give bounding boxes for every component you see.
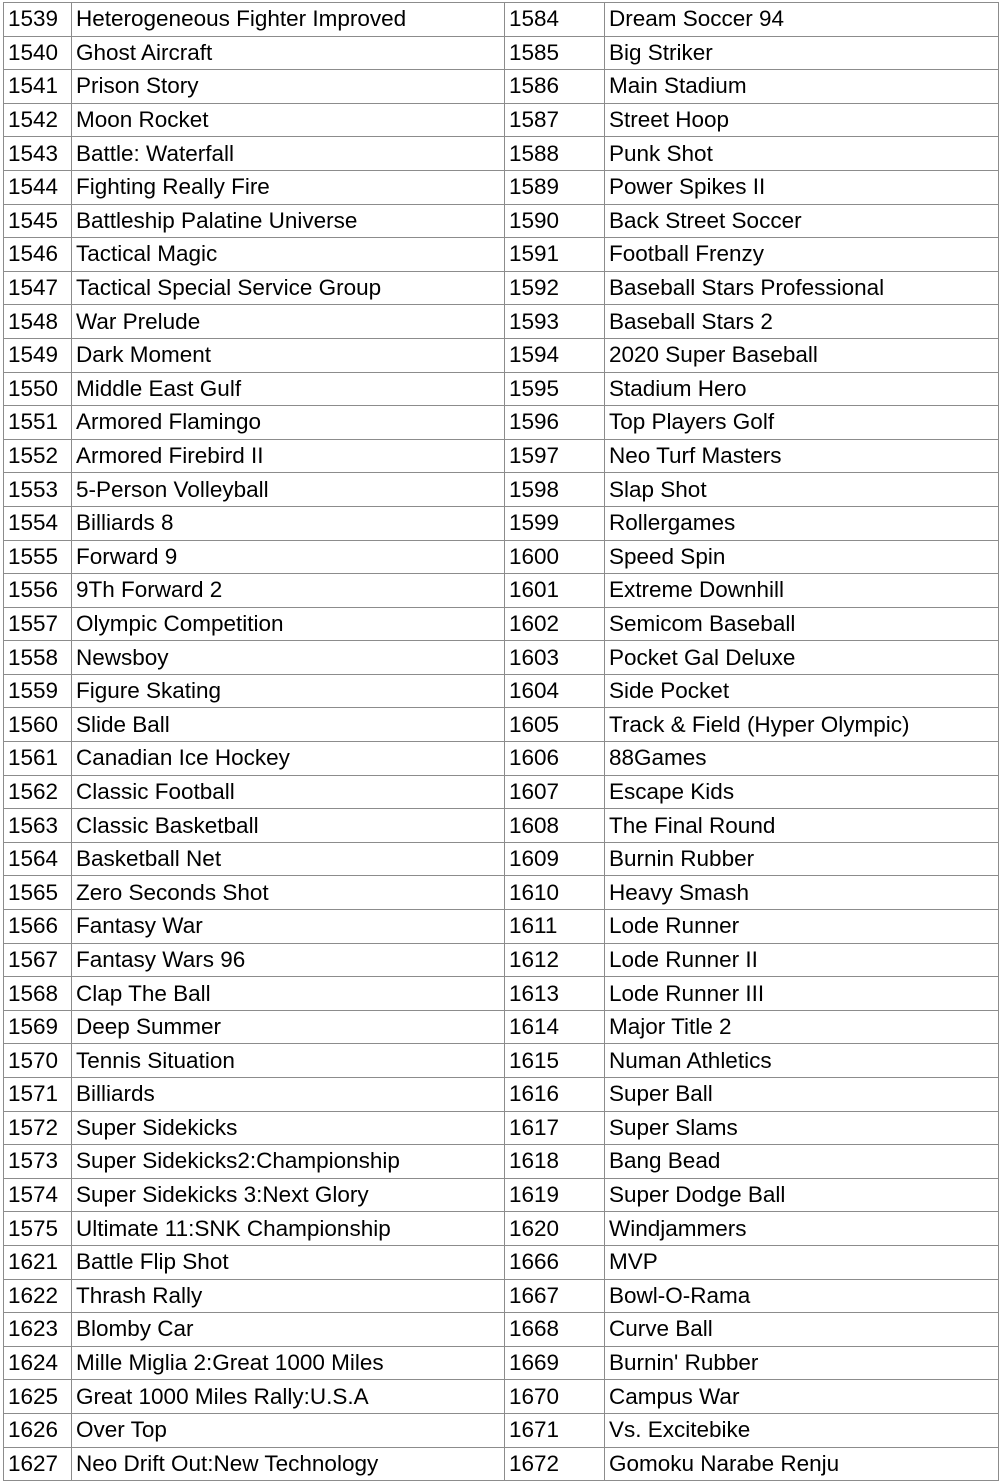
game-title-left: War Prelude (72, 305, 505, 339)
game-number-right: 1620 (505, 1212, 605, 1246)
game-title-right: MVP (605, 1245, 999, 1279)
game-title-right: Power Spikes II (605, 170, 999, 204)
game-number-left: 1544 (4, 170, 72, 204)
game-number-right: 1584 (505, 3, 605, 37)
table-row (4, 473, 999, 507)
game-number-left: 1623 (4, 1313, 72, 1347)
game-number-left: 1553 (4, 473, 72, 507)
table-row (4, 574, 999, 608)
game-number-left: 1561 (4, 742, 72, 776)
table-row (4, 674, 999, 708)
game-number-right: 1587 (505, 103, 605, 137)
game-number-left: 1558 (4, 641, 72, 675)
game-number-right: 1613 (505, 977, 605, 1011)
table-row (4, 775, 999, 809)
game-title-left: Tactical Magic (72, 238, 505, 272)
table-row (4, 238, 999, 272)
game-number-left: 1567 (4, 943, 72, 977)
table-row (4, 641, 999, 675)
game-number-left: 1550 (4, 372, 72, 406)
game-number-right: 1585 (505, 36, 605, 70)
game-title-left: 9Th Forward 2 (72, 574, 505, 608)
game-number-right: 1594 (505, 338, 605, 372)
game-number-left: 1563 (4, 809, 72, 843)
game-number-right: 1586 (505, 70, 605, 104)
table-row (4, 170, 999, 204)
table-row (4, 1413, 999, 1447)
game-number-left: 1627 (4, 1447, 72, 1481)
game-number-right: 1669 (505, 1346, 605, 1380)
game-number-left: 1547 (4, 271, 72, 305)
game-number-left: 1571 (4, 1078, 72, 1112)
table-row (4, 809, 999, 843)
table-row (4, 1044, 999, 1078)
game-title-left: Ultimate 11:SNK Championship (72, 1212, 505, 1246)
game-number-right: 1600 (505, 540, 605, 574)
table-row (4, 1178, 999, 1212)
game-title-right: 88Games (605, 742, 999, 776)
game-title-left: Over Top (72, 1413, 505, 1447)
game-number-right: 1606 (505, 742, 605, 776)
game-number-right: 1599 (505, 506, 605, 540)
game-number-right: 1619 (505, 1178, 605, 1212)
game-title-right: Bowl-O-Rama (605, 1279, 999, 1313)
game-title-left: Fantasy War (72, 910, 505, 944)
game-number-left: 1560 (4, 708, 72, 742)
game-title-right: Windjammers (605, 1212, 999, 1246)
game-title-right: Burnin Rubber (605, 842, 999, 876)
game-title-left: Moon Rocket (72, 103, 505, 137)
table-row (4, 70, 999, 104)
game-title-right: Escape Kids (605, 775, 999, 809)
game-title-left: Fighting Really Fire (72, 170, 505, 204)
game-title-right: Neo Turf Masters (605, 439, 999, 473)
game-number-right: 1672 (505, 1447, 605, 1481)
game-title-right: Football Frenzy (605, 238, 999, 272)
game-number-left: 1543 (4, 137, 72, 171)
table-row (4, 540, 999, 574)
game-list-body (4, 3, 999, 1481)
game-title-right: Lode Runner III (605, 977, 999, 1011)
table-row (4, 1145, 999, 1179)
game-title-right: Super Slams (605, 1111, 999, 1145)
game-title-right: Baseball Stars 2 (605, 305, 999, 339)
game-number-left: 1574 (4, 1178, 72, 1212)
game-number-right: 1596 (505, 406, 605, 440)
game-title-right: Campus War (605, 1380, 999, 1414)
game-title-left: Heterogeneous Fighter Improved (72, 3, 505, 37)
game-number-right: 1614 (505, 1010, 605, 1044)
game-number-left: 1621 (4, 1245, 72, 1279)
game-title-left: Billiards 8 (72, 506, 505, 540)
game-title-right: 2020 Super Baseball (605, 338, 999, 372)
game-number-left: 1559 (4, 674, 72, 708)
game-number-right: 1593 (505, 305, 605, 339)
game-number-left: 1626 (4, 1413, 72, 1447)
game-number-right: 1609 (505, 842, 605, 876)
game-title-right: Stadium Hero (605, 372, 999, 406)
game-title-left: Figure Skating (72, 674, 505, 708)
game-number-right: 1616 (505, 1078, 605, 1112)
game-number-left: 1541 (4, 70, 72, 104)
game-title-left: Clap The Ball (72, 977, 505, 1011)
game-number-left: 1575 (4, 1212, 72, 1246)
game-title-left: Basketball Net (72, 842, 505, 876)
game-number-right: 1602 (505, 607, 605, 641)
game-title-left: Thrash Rally (72, 1279, 505, 1313)
game-title-right: Side Pocket (605, 674, 999, 708)
table-row (4, 506, 999, 540)
game-number-left: 1551 (4, 406, 72, 440)
game-number-right: 1668 (505, 1313, 605, 1347)
table-row (4, 305, 999, 339)
game-title-left: 5-Person Volleyball (72, 473, 505, 507)
game-number-left: 1548 (4, 305, 72, 339)
game-number-left: 1556 (4, 574, 72, 608)
game-number-right: 1666 (505, 1245, 605, 1279)
game-title-left: Forward 9 (72, 540, 505, 574)
game-number-left: 1569 (4, 1010, 72, 1044)
game-title-right: Burnin' Rubber (605, 1346, 999, 1380)
game-number-left: 1545 (4, 204, 72, 238)
game-number-left: 1564 (4, 842, 72, 876)
game-number-left: 1568 (4, 977, 72, 1011)
table-row (4, 1447, 999, 1481)
game-title-right: Bang Bead (605, 1145, 999, 1179)
game-number-left: 1539 (4, 3, 72, 37)
game-title-left: Canadian Ice Hockey (72, 742, 505, 776)
game-number-right: 1591 (505, 238, 605, 272)
table-row (4, 3, 999, 37)
table-row (4, 1279, 999, 1313)
table-row (4, 338, 999, 372)
game-number-left: 1542 (4, 103, 72, 137)
game-number-right: 1612 (505, 943, 605, 977)
game-number-left: 1625 (4, 1380, 72, 1414)
game-number-left: 1554 (4, 506, 72, 540)
game-title-right: Dream Soccer 94 (605, 3, 999, 37)
game-number-right: 1601 (505, 574, 605, 608)
table-row (4, 1313, 999, 1347)
table-row (4, 204, 999, 238)
game-number-right: 1670 (505, 1380, 605, 1414)
table-row (4, 372, 999, 406)
game-title-right: Main Stadium (605, 70, 999, 104)
game-title-right: The Final Round (605, 809, 999, 843)
table-row (4, 607, 999, 641)
game-number-left: 1552 (4, 439, 72, 473)
game-number-right: 1598 (505, 473, 605, 507)
game-title-left: Middle East Gulf (72, 372, 505, 406)
game-number-left: 1565 (4, 876, 72, 910)
game-title-right: Numan Athletics (605, 1044, 999, 1078)
table-row (4, 742, 999, 776)
table-row (4, 271, 999, 305)
game-title-left: Battle Flip Shot (72, 1245, 505, 1279)
game-number-right: 1592 (505, 271, 605, 305)
game-title-left: Olympic Competition (72, 607, 505, 641)
game-title-left: Super Sidekicks 3:Next Glory (72, 1178, 505, 1212)
game-title-right: Pocket Gal Deluxe (605, 641, 999, 675)
game-title-left: Billiards (72, 1078, 505, 1112)
game-number-right: 1615 (505, 1044, 605, 1078)
game-title-left: Armored Firebird II (72, 439, 505, 473)
table-row (4, 103, 999, 137)
table-row (4, 910, 999, 944)
table-row (4, 406, 999, 440)
game-number-right: 1667 (505, 1279, 605, 1313)
table-row (4, 1380, 999, 1414)
game-title-right: Heavy Smash (605, 876, 999, 910)
game-title-left: Tennis Situation (72, 1044, 505, 1078)
game-title-left: Blomby Car (72, 1313, 505, 1347)
game-title-right: Lode Runner (605, 910, 999, 944)
game-number-right: 1610 (505, 876, 605, 910)
game-title-right: Top Players Golf (605, 406, 999, 440)
game-number-right: 1604 (505, 674, 605, 708)
game-title-left: Zero Seconds Shot (72, 876, 505, 910)
game-title-right: Big Striker (605, 36, 999, 70)
game-title-left: Slide Ball (72, 708, 505, 742)
game-title-left: Battle: Waterfall (72, 137, 505, 171)
game-number-right: 1608 (505, 809, 605, 843)
table-row (4, 842, 999, 876)
table-row (4, 1212, 999, 1246)
game-title-left: Battleship Palatine Universe (72, 204, 505, 238)
table-row (4, 1010, 999, 1044)
table-row (4, 439, 999, 473)
table-row (4, 1111, 999, 1145)
game-number-right: 1618 (505, 1145, 605, 1179)
game-number-right: 1617 (505, 1111, 605, 1145)
game-title-right: Speed Spin (605, 540, 999, 574)
game-title-right: Semicom Baseball (605, 607, 999, 641)
table-row (4, 977, 999, 1011)
game-title-left: Super Sidekicks2:Championship (72, 1145, 505, 1179)
game-title-left: Classic Football (72, 775, 505, 809)
game-title-right: Super Dodge Ball (605, 1178, 999, 1212)
table-row (4, 137, 999, 171)
game-number-left: 1572 (4, 1111, 72, 1145)
game-title-right: Lode Runner II (605, 943, 999, 977)
table-row (4, 1245, 999, 1279)
game-number-left: 1570 (4, 1044, 72, 1078)
game-number-left: 1562 (4, 775, 72, 809)
game-title-left: Dark Moment (72, 338, 505, 372)
table-row (4, 943, 999, 977)
game-number-left: 1546 (4, 238, 72, 272)
game-title-right: Major Title 2 (605, 1010, 999, 1044)
game-number-right: 1588 (505, 137, 605, 171)
game-number-left: 1573 (4, 1145, 72, 1179)
table-row (4, 876, 999, 910)
game-title-left: Ghost Aircraft (72, 36, 505, 70)
game-number-right: 1595 (505, 372, 605, 406)
game-title-right: Track & Field (Hyper Olympic) (605, 708, 999, 742)
game-title-left: Prison Story (72, 70, 505, 104)
table-row (4, 36, 999, 70)
game-number-left: 1557 (4, 607, 72, 641)
game-number-left: 1566 (4, 910, 72, 944)
table-row (4, 1346, 999, 1380)
game-title-left: Mille Miglia 2:Great 1000 Miles (72, 1346, 505, 1380)
game-number-left: 1549 (4, 338, 72, 372)
game-number-right: 1603 (505, 641, 605, 675)
game-number-right: 1607 (505, 775, 605, 809)
game-title-left: Super Sidekicks (72, 1111, 505, 1145)
game-number-right: 1611 (505, 910, 605, 944)
game-title-left: Tactical Special Service Group (72, 271, 505, 305)
game-title-left: Great 1000 Miles Rally:U.S.A (72, 1380, 505, 1414)
game-title-left: Neo Drift Out:New Technology (72, 1447, 505, 1481)
game-title-right: Back Street Soccer (605, 204, 999, 238)
game-title-right: Extreme Downhill (605, 574, 999, 608)
game-number-right: 1671 (505, 1413, 605, 1447)
game-number-right: 1597 (505, 439, 605, 473)
game-title-right: Gomoku Narabe Renju (605, 1447, 999, 1481)
game-title-left: Armored Flamingo (72, 406, 505, 440)
table-row (4, 708, 999, 742)
game-number-left: 1624 (4, 1346, 72, 1380)
game-title-right: Slap Shot (605, 473, 999, 507)
game-title-right: Baseball Stars Professional (605, 271, 999, 305)
game-title-right: Rollergames (605, 506, 999, 540)
game-title-left: Newsboy (72, 641, 505, 675)
game-title-right: Punk Shot (605, 137, 999, 171)
game-title-right: Super Ball (605, 1078, 999, 1112)
game-title-left: Fantasy Wars 96 (72, 943, 505, 977)
game-title-right: Curve Ball (605, 1313, 999, 1347)
game-list-table (3, 2, 999, 1481)
table-row (4, 1078, 999, 1112)
game-number-right: 1590 (505, 204, 605, 238)
game-number-left: 1622 (4, 1279, 72, 1313)
game-title-left: Classic Basketball (72, 809, 505, 843)
game-title-right: Vs. Excitebike (605, 1413, 999, 1447)
game-number-right: 1605 (505, 708, 605, 742)
game-title-right: Street Hoop (605, 103, 999, 137)
game-number-left: 1540 (4, 36, 72, 70)
game-number-left: 1555 (4, 540, 72, 574)
game-number-right: 1589 (505, 170, 605, 204)
game-title-left: Deep Summer (72, 1010, 505, 1044)
